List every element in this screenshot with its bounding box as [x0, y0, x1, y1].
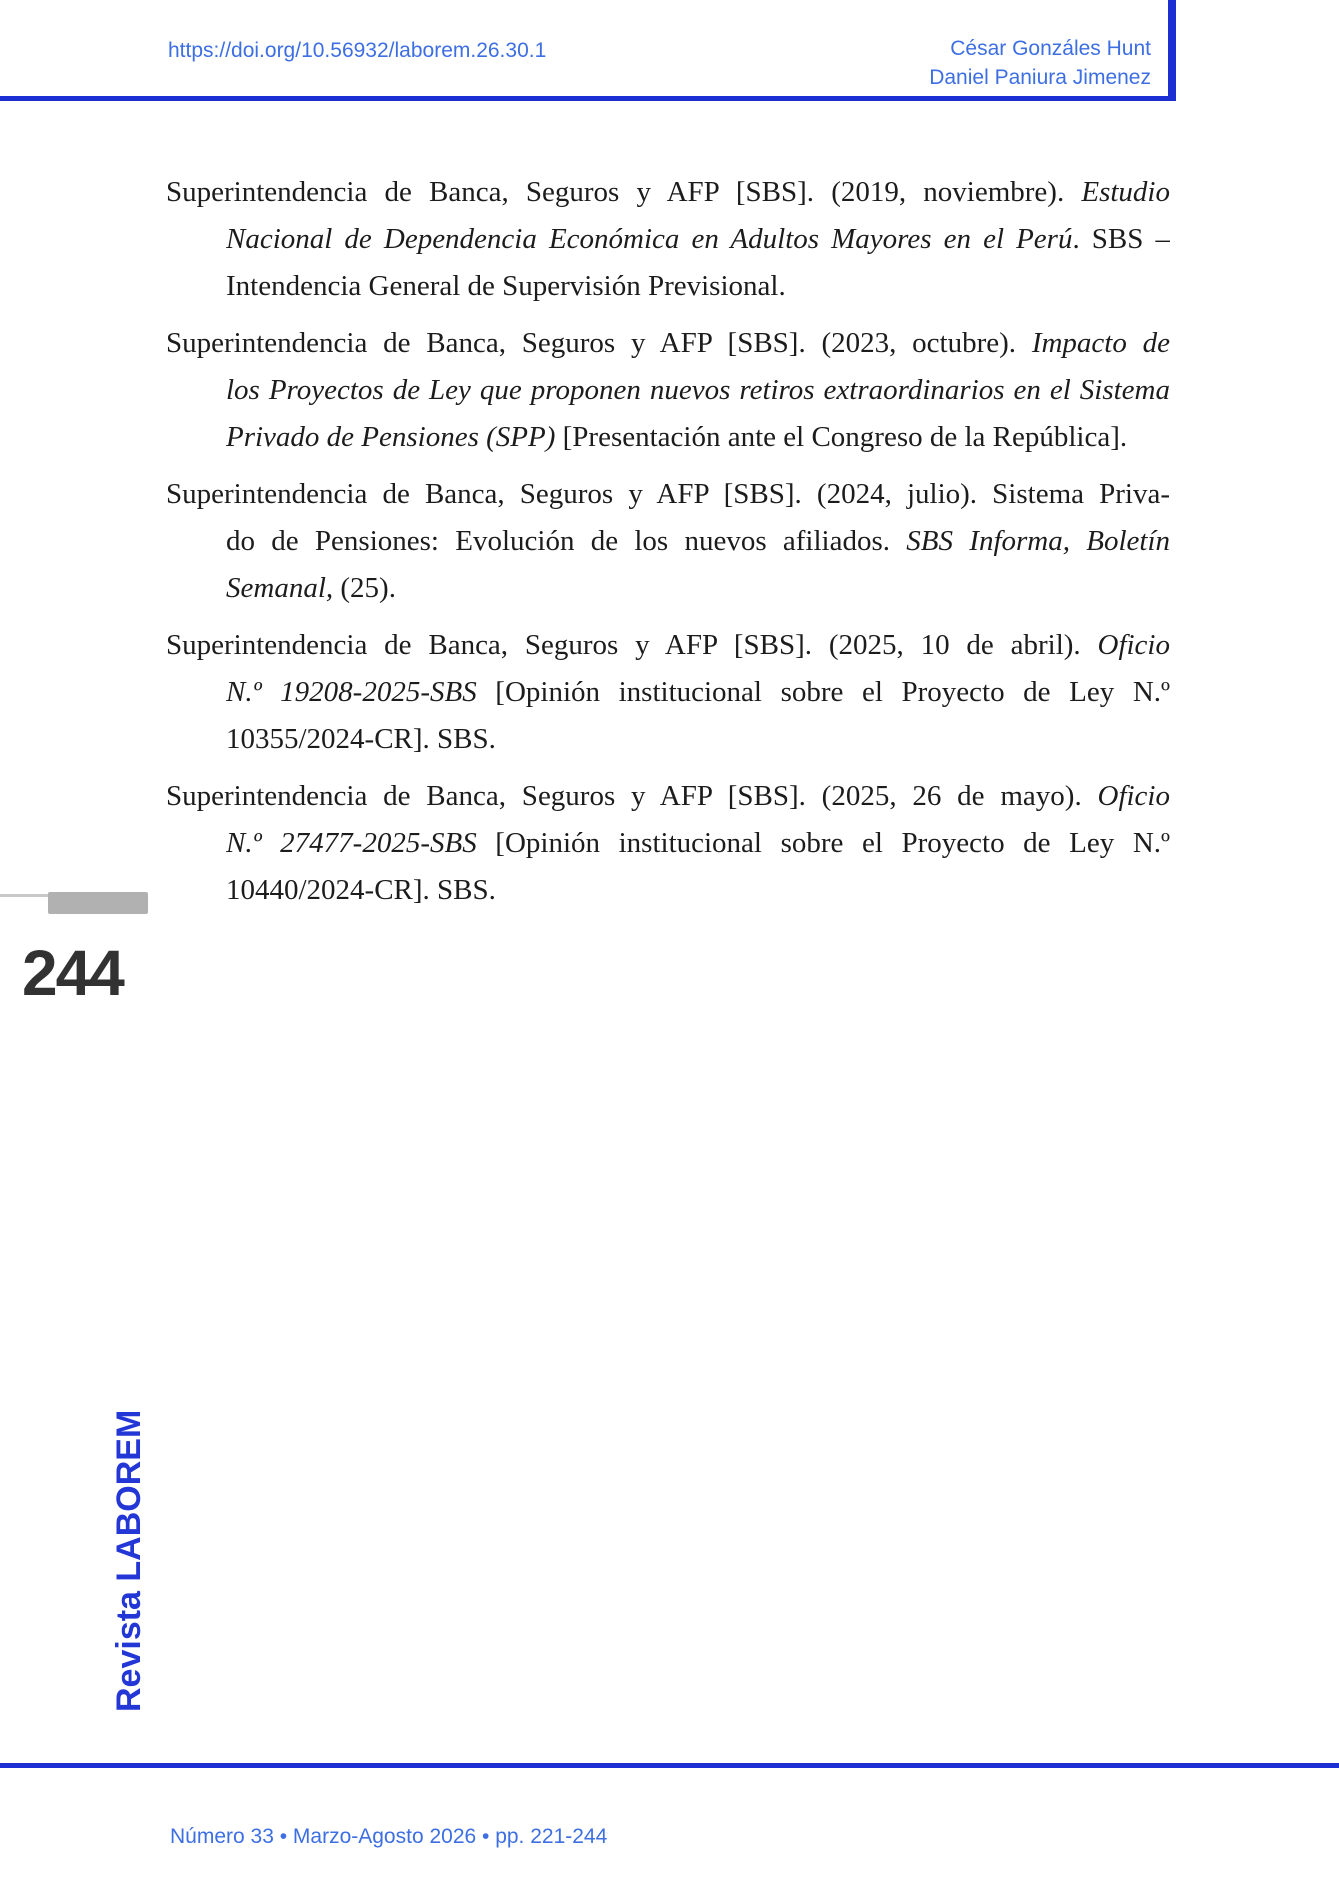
author-name-2: Daniel Paniura Jimenez	[929, 66, 1151, 89]
reference-entry	[166, 622, 1170, 763]
reference-entry	[166, 471, 1170, 612]
doi-link[interactable]: https://doi.org/10.56932/laborem.26.30.1	[168, 39, 547, 62]
page-marker-bar	[48, 892, 148, 914]
reference-line: Superintendencia de Banca, Seguros y AFP [SBS]. (2025, 26 de mayo). Oficio	[166, 780, 1170, 812]
references-list	[166, 169, 1170, 924]
journal-sidebar-label: Revista LABOREM	[110, 1409, 148, 1712]
reference-line: do de Pensiones: Evolución de los nuevos afiliados. SBS Informa, Boletín	[226, 525, 1170, 557]
reference-line: 10440/2024-CR]. SBS.	[226, 874, 496, 906]
reference-line: Superintendencia de Banca, Seguros y AFP [SBS]. (2019, noviembre). Estudio	[166, 176, 1170, 208]
footer-issue-info: Número 33 • Marzo-Agosto 2026 • pp. 221-244	[170, 1825, 608, 1848]
reference-line: Superintendencia de Banca, Seguros y AFP [SBS]. (2023, octubre). Impacto de	[166, 327, 1170, 359]
reference-entry	[166, 320, 1170, 461]
reference-entry	[166, 773, 1170, 914]
reference-line: Privado de Pensiones (SPP) [Presentación ante el Congreso de la República].	[226, 421, 1128, 453]
reference-line: N.º 19208-2025-SBS [Opinión institucional sobre el Proyecto de Ley N.º	[226, 676, 1170, 708]
reference-line: Semanal, (25).	[226, 572, 396, 604]
reference-line: Nacional de Dependencia Económica en Adultos Mayores en el Perú. SBS –	[226, 223, 1170, 255]
reference-line: Superintendencia de Banca, Seguros y AFP [SBS]. (2024, julio). Sistema Priva-	[166, 478, 1170, 510]
header-accent-bar	[1168, 0, 1176, 101]
author-names	[929, 34, 1151, 92]
reference-line: Intendencia General de Supervisión Previsional.	[226, 270, 786, 302]
reference-line: 10355/2024-CR]. SBS.	[226, 723, 496, 755]
header-rule	[0, 96, 1176, 101]
reference-entry	[166, 169, 1170, 310]
reference-line: Superintendencia de Banca, Seguros y AFP [SBS]. (2025, 10 de abril). Oficio	[166, 629, 1170, 661]
author-name-1: César Gonzáles Hunt	[950, 37, 1151, 60]
footer-rule	[0, 1763, 1339, 1768]
reference-line: los Proyectos de Ley que proponen nuevos retiros extraordinarios en el Sistema	[226, 374, 1170, 406]
page-marker-line	[0, 894, 48, 897]
page-number: 244	[22, 937, 123, 1009]
reference-line: N.º 27477-2025-SBS [Opinión institucional sobre el Proyecto de Ley N.º	[226, 827, 1170, 859]
